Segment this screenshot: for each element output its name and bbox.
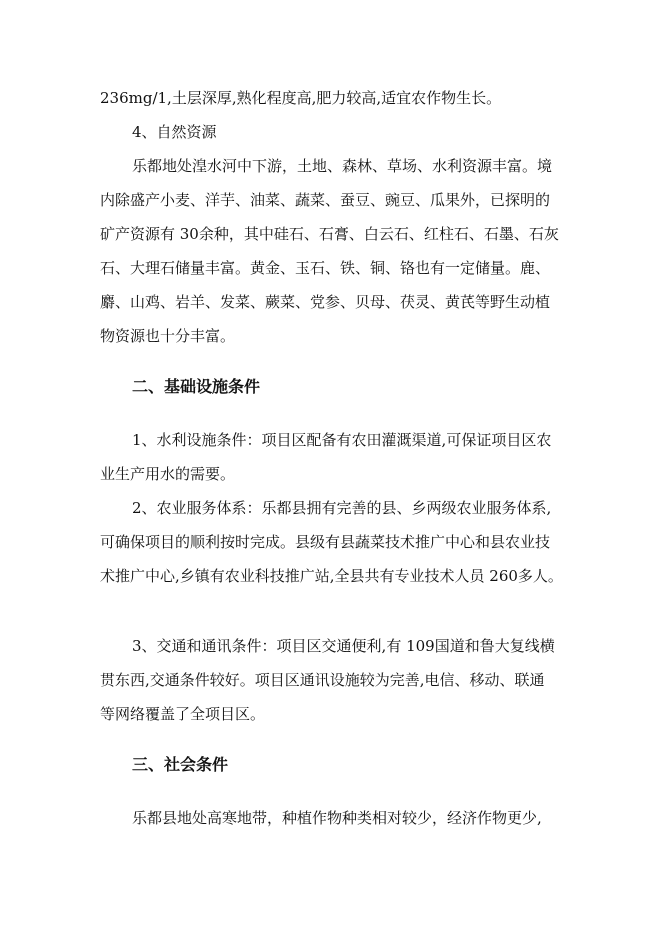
text-line: 236mg/1,土层深厚,熟化程度高,肥力较高,适宜农作物生长。	[100, 89, 502, 107]
text-line: 乐都地处湟水河中下游，土地、森林、草场、水利资源丰富。境	[132, 157, 553, 175]
text-line: 乐都县地处高寒地带，种植作物种类相对较少，经济作物更少,	[132, 809, 542, 827]
text-line: 1、水利设施条件：项目区配备有农田灌溉渠道,可保证项目区农	[132, 431, 552, 449]
section-heading: 三、社会条件	[132, 755, 229, 774]
text-line: 贯东西,交通条件较好。项目区通讯设施较为完善,电信、移动、联通	[100, 671, 545, 689]
text-line: 业生产用水的需要。	[100, 465, 236, 483]
text-line: 物资源也十分丰富。	[100, 327, 236, 345]
subsection-title: 4、自然资源	[132, 123, 217, 141]
text-line: 石、大理石储量丰富。黄金、玉石、铁、铜、铬也有一定储量。鹿、	[100, 259, 551, 277]
text-line: 可确保项目的顺利按时完成。县级有县蔬菜技术推广中心和县农业技	[100, 533, 551, 551]
text-line: 3、交通和通讯条件：项目区交通便利,有 109国道和鲁大复线横	[132, 637, 555, 655]
text-line: 麝、山鸡、岩羊、发菜、蕨菜、党参、贝母、茯灵、黄芪等野生动植	[100, 293, 551, 311]
text-line: 内除盛产小麦、洋芋、油菜、蔬菜、蚕豆、豌豆、瓜果外，已探明的	[100, 191, 551, 209]
text-line: 矿产资源有 30余种，其中硅石、石膏、白云石、红柱石、石墨、石灰	[100, 225, 559, 243]
section-heading: 二、基础设施条件	[132, 377, 261, 396]
text-line: 术推广中心,乡镇有农业科技推广站,全县共有专业技术人员 260多人。	[100, 567, 563, 585]
text-line: 2、农业服务体系：乐都县拥有完善的县、乡两级农业服务体系,	[132, 499, 552, 517]
text-line: 等网络覆盖了全项目区。	[100, 705, 266, 723]
